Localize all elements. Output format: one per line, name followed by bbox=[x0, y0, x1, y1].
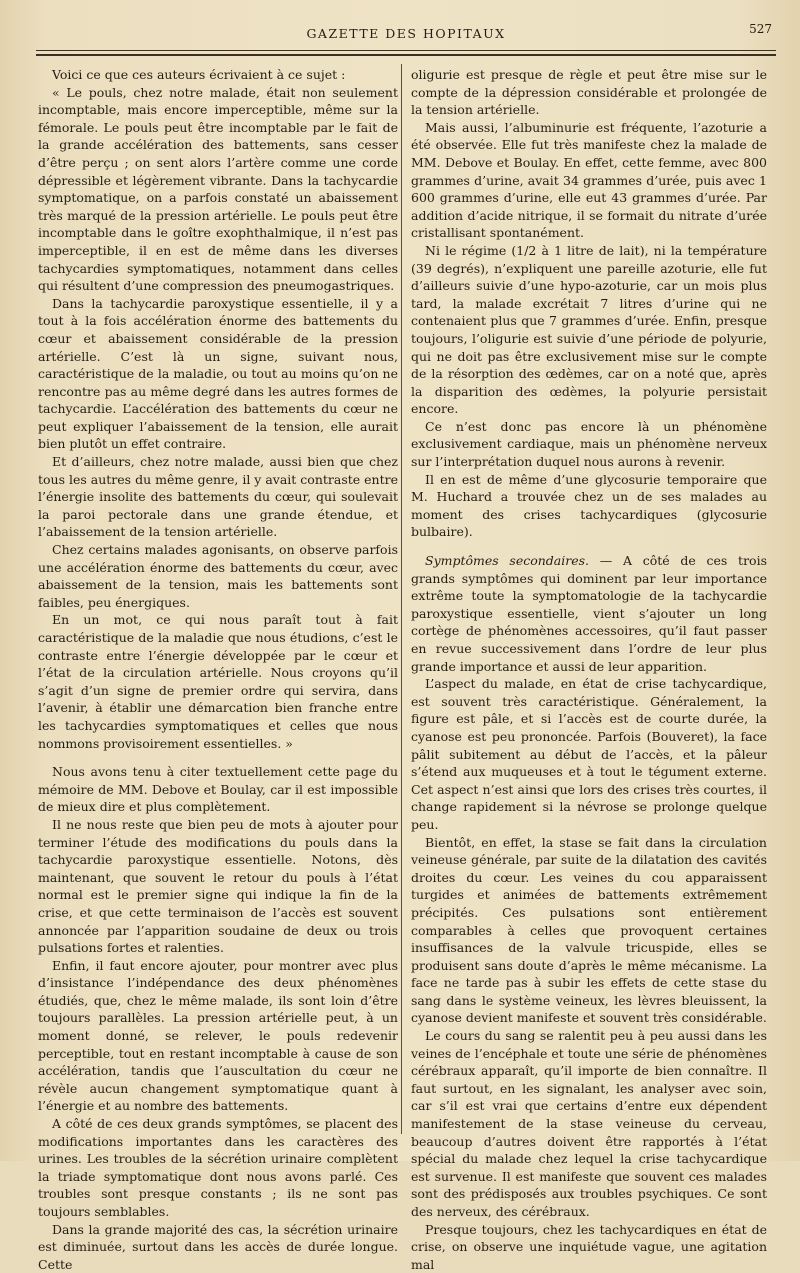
paragraph: Enfin, il faut encore ajouter, pour montrer avec plus d’insistance l’indépendance des deux phénomènes étudiés, que, chez le même malade, ils sont loin d’être toujours parallèles. La pression artérielle peut, à un moment donné, se relever, le pouls redevenir perceptible, tout en restant incomptable à cause de son accélération, tandis que l’auscultation du cœur ne révèle aucun changement symptomatique quant à l’énergie et au nombre des battements. bbox=[38, 957, 398, 1114]
paragraph: L’aspect du malade, en état de crise tachycardique, est souvent très caractéristique. Généralement, la figure est pâle, et si l’accès est de courte durée, la cyanose est peu prononcée. Parfois (Bouveret), la face pâlit subitement au début de l’accès, et la pâleur s’étend aux muqueuses et à tout le tégument externe. Cet aspect n’est ainsi que lors des crises très courtes, il change rapidement si la névrose se prolonge quelque peu. bbox=[411, 676, 767, 832]
paragraph: A côté de ces deux grands symptômes, se placent des modifications importantes dans les caractères des urines. Les troubles de la sécrétion urinaire complètent la triade symptomatique dont nous avons parlé. Ces troubles sont presque constants ; ils ne sont pas toujours semblables. bbox=[38, 1116, 398, 1219]
paragraph: Il ne nous reste que bien peu de mots à ajouter pour terminer l’étude des modifications du pouls dans la tachycardie paroxystique essentielle. Notons, dès maintenant, que souvent le retour du pouls à l’état normal est le premier signe qui indique la fin de la crise, et que cette terminaison de l’accès est souvent annoncée par l’apparition soudaine de deux ou trois pulsations fortes et ralenties. bbox=[38, 816, 398, 956]
header-rule-thick bbox=[36, 54, 776, 56]
paragraph-text: A côté de ces trois grands symptômes qui dominent par leur importance extrême toute la symptomatologie de la tachycardie paroxystique essentielle, vient s’ajouter un long cortège de phénomènes accessoires, qu’il faut passer en revue successivement dans l’ordre de leur plus grande importance et aussi de leur apparition. bbox=[411, 553, 767, 674]
paragraph: oligurie est presque de règle et peut être mise sur le compte de la dépression considérable et prolongée de la tension artérielle. bbox=[411, 67, 767, 118]
paragraph: Nous avons tenu à citer textuellement cette page du mémoire de MM. Debove et Boulay, car il est impossible de mieux dire et plus complètement. bbox=[38, 764, 398, 815]
section-heading: Symptômes secondaires. bbox=[425, 553, 590, 569]
page-number: 527 bbox=[749, 22, 772, 36]
paragraph: Dans la grande majorité des cas, la sécrétion urinaire est diminuée, surtout dans les accès de durée longue. Cette bbox=[38, 1221, 398, 1272]
paragraph: « Le pouls, chez notre malade, était non seulement incomptable, mais encore imperceptible, même sur la fémorale. Le pouls peut être incomptable par le fait de la grande accélération des battements, sans cesser d’être perçu ; on sent alors l’artère comme une corde dépressible et légèrement vibrante. Dans la tachycardie symptomatique, on a parfois constaté un abaissement très marqué de la pression artérielle. Le pouls peut être incomptable dans le goître exophthalmique, il n’est pas imperceptible, il en est de même dans les diverses tachycardies symptomatiques, notamment dans celles qui résultent d’une compression des pneumogastriques. bbox=[38, 84, 398, 294]
header-rule bbox=[36, 50, 776, 51]
paragraph: Dans la tachycardie paroxystique essentielle, il y a tout à la fois accélération énorme des battements du cœur et abaissement considérable de la pression artérielle. C’est là un signe, suivant nous, caractéristique de la maladie, ou tout au moins qu’on ne rencontre pas au même degré dans les autres formes de tachycardie. L’accélération des battements du cœur ne peut expliquer l’abaissement de la tension, elle aurait bien plutôt un effet contraire. bbox=[38, 295, 398, 452]
running-title: GAZETTE DES HOPITAUX bbox=[306, 26, 506, 41]
paragraph: Presque toujours, chez les tachycardiques en état de crise, on observe une inquiétude vague, une agitation mal bbox=[411, 1221, 767, 1272]
paragraph: Voici ce que ces auteurs écrivaient à ce sujet : bbox=[52, 67, 346, 82]
paragraph: Ni le régime (1/2 à 1 litre de lait), ni la température (39 degrés), n’expliquent une pareille azoturie, elle fut d’ailleurs suivie d’une hypo-azoturie, car un mois plus tard, la malade excrétait 7 litres d’urine qui ne contenaient plus que 7 grammes d’urée. Enfin, presque toujours, l’oligurie est suivie d’une période de polyurie, qui ne doit pas être exclusivement mise sur le compte de la résorption des œdèmes, car on a noté que, après la disparition des œdèmes, la polyurie persistait encore. bbox=[411, 242, 767, 417]
column-divider bbox=[401, 64, 402, 1134]
paragraph-with-heading: Symptômes secondaires. — A côté de ces trois grands symptômes qui dominent par leur importance extrême toute la symptomatologie de la tachycardie paroxystique essentielle, vient s’ajouter un long cortège de phénomènes accessoires, qu’il faut passer en revue successivement dans l’ordre de leur plus grande importance et aussi de leur apparition. bbox=[411, 553, 767, 674]
paragraph: Et d’ailleurs, chez notre malade, aussi bien que chez tous les autres du même genre, il y avait contraste entre l’énergie insolite des battements du cœur, qui soulevait la paroi pectorale dans une grande étendue, et l’abaissement de la tension artérielle. bbox=[38, 454, 398, 540]
paragraph: Ce n’est donc pas encore là un phénomène exclusivement cardiaque, mais un phénomène nerveux sur l’interprétation duquel nous aurons à revenir. bbox=[411, 418, 767, 470]
paragraph: En un mot, ce qui nous paraît tout à fait caractéristique de la maladie que nous étudions, c’est le contraste entre l’énergie développée par le cœur et l’état de la circulation artérielle. Nous croyons qu’il s’agit d’un signe de premier ordre qui servira, dans l’avenir, à établir une démarcation bien franche entre les tachycardies symptomatiques et celles que nous nommons provisoirement essentielles. » bbox=[38, 612, 398, 751]
paragraph: Il en est de même d’une glycosurie temporaire que M. Huchard a trouvée chez un de ses malades au moment des crises tachycardiques (glycosurie bulbaire). bbox=[411, 471, 767, 540]
paragraph: Mais aussi, l’albuminurie est fréquente, l’azoturie a été observée. Elle fut très manifeste chez la malade de MM. Debove et Boulay. En effet, cette femme, avec 800 grammes d’urine, avait 34 grammes d’urée, puis avec 1 600 grammes d’urine, elle eut 43 grammes d’urée. Par addition d’acide nitrique, il se formait du nitrate d’urée cristallisant spontanément. bbox=[411, 119, 767, 241]
paragraph: Le cours du sang se ralentit peu à peu aussi dans les veines de l’encéphale et toute une série de phénomènes cérébraux apparaît, qu’il importe de bien connaître. Il faut surtout, en les signalant, les analyser avec soin, car s’il est vrai que certains d’entre eux dépendent manifestement de la stase veineuse du cerveau, beaucoup d’autres doivent être rapportés à l’état spécial du malade chez lequel la crise tachycardique est survenue. Il est manifeste que souvent ces malades sont des prédisposés aux troubles psychiques. Ce sont des nerveux, des cérébraux. bbox=[411, 1028, 767, 1219]
right-column bbox=[411, 66, 767, 1273]
paragraph: Chez certains malades agonisants, on observe parfois une accélération énorme des battements du cœur, avec abaissement de la tension, mais les battements sont faibles, peu énergiques. bbox=[38, 542, 398, 610]
paragraph: Bientôt, en effet, la stase se fait dans la circulation veineuse générale, par suite de la dilatation des cavités droites du cœur. Les veines du cou apparaissent turgides et animées de battements extrêmement précipités. Ces pulsations sont entièrement comparables à celles que provoquent certaines insuffisances de la valvule tricuspide, elles se produisent sans doute d’après le même mécanisme. La face ne tarde pas à subir les effets de cette stase du sang dans le système veineux, les lèvres bleuissent, la cyanose devient manifeste et souvent très considérable. bbox=[411, 834, 767, 1026]
left-column bbox=[38, 66, 398, 1273]
page-header bbox=[36, 18, 776, 48]
